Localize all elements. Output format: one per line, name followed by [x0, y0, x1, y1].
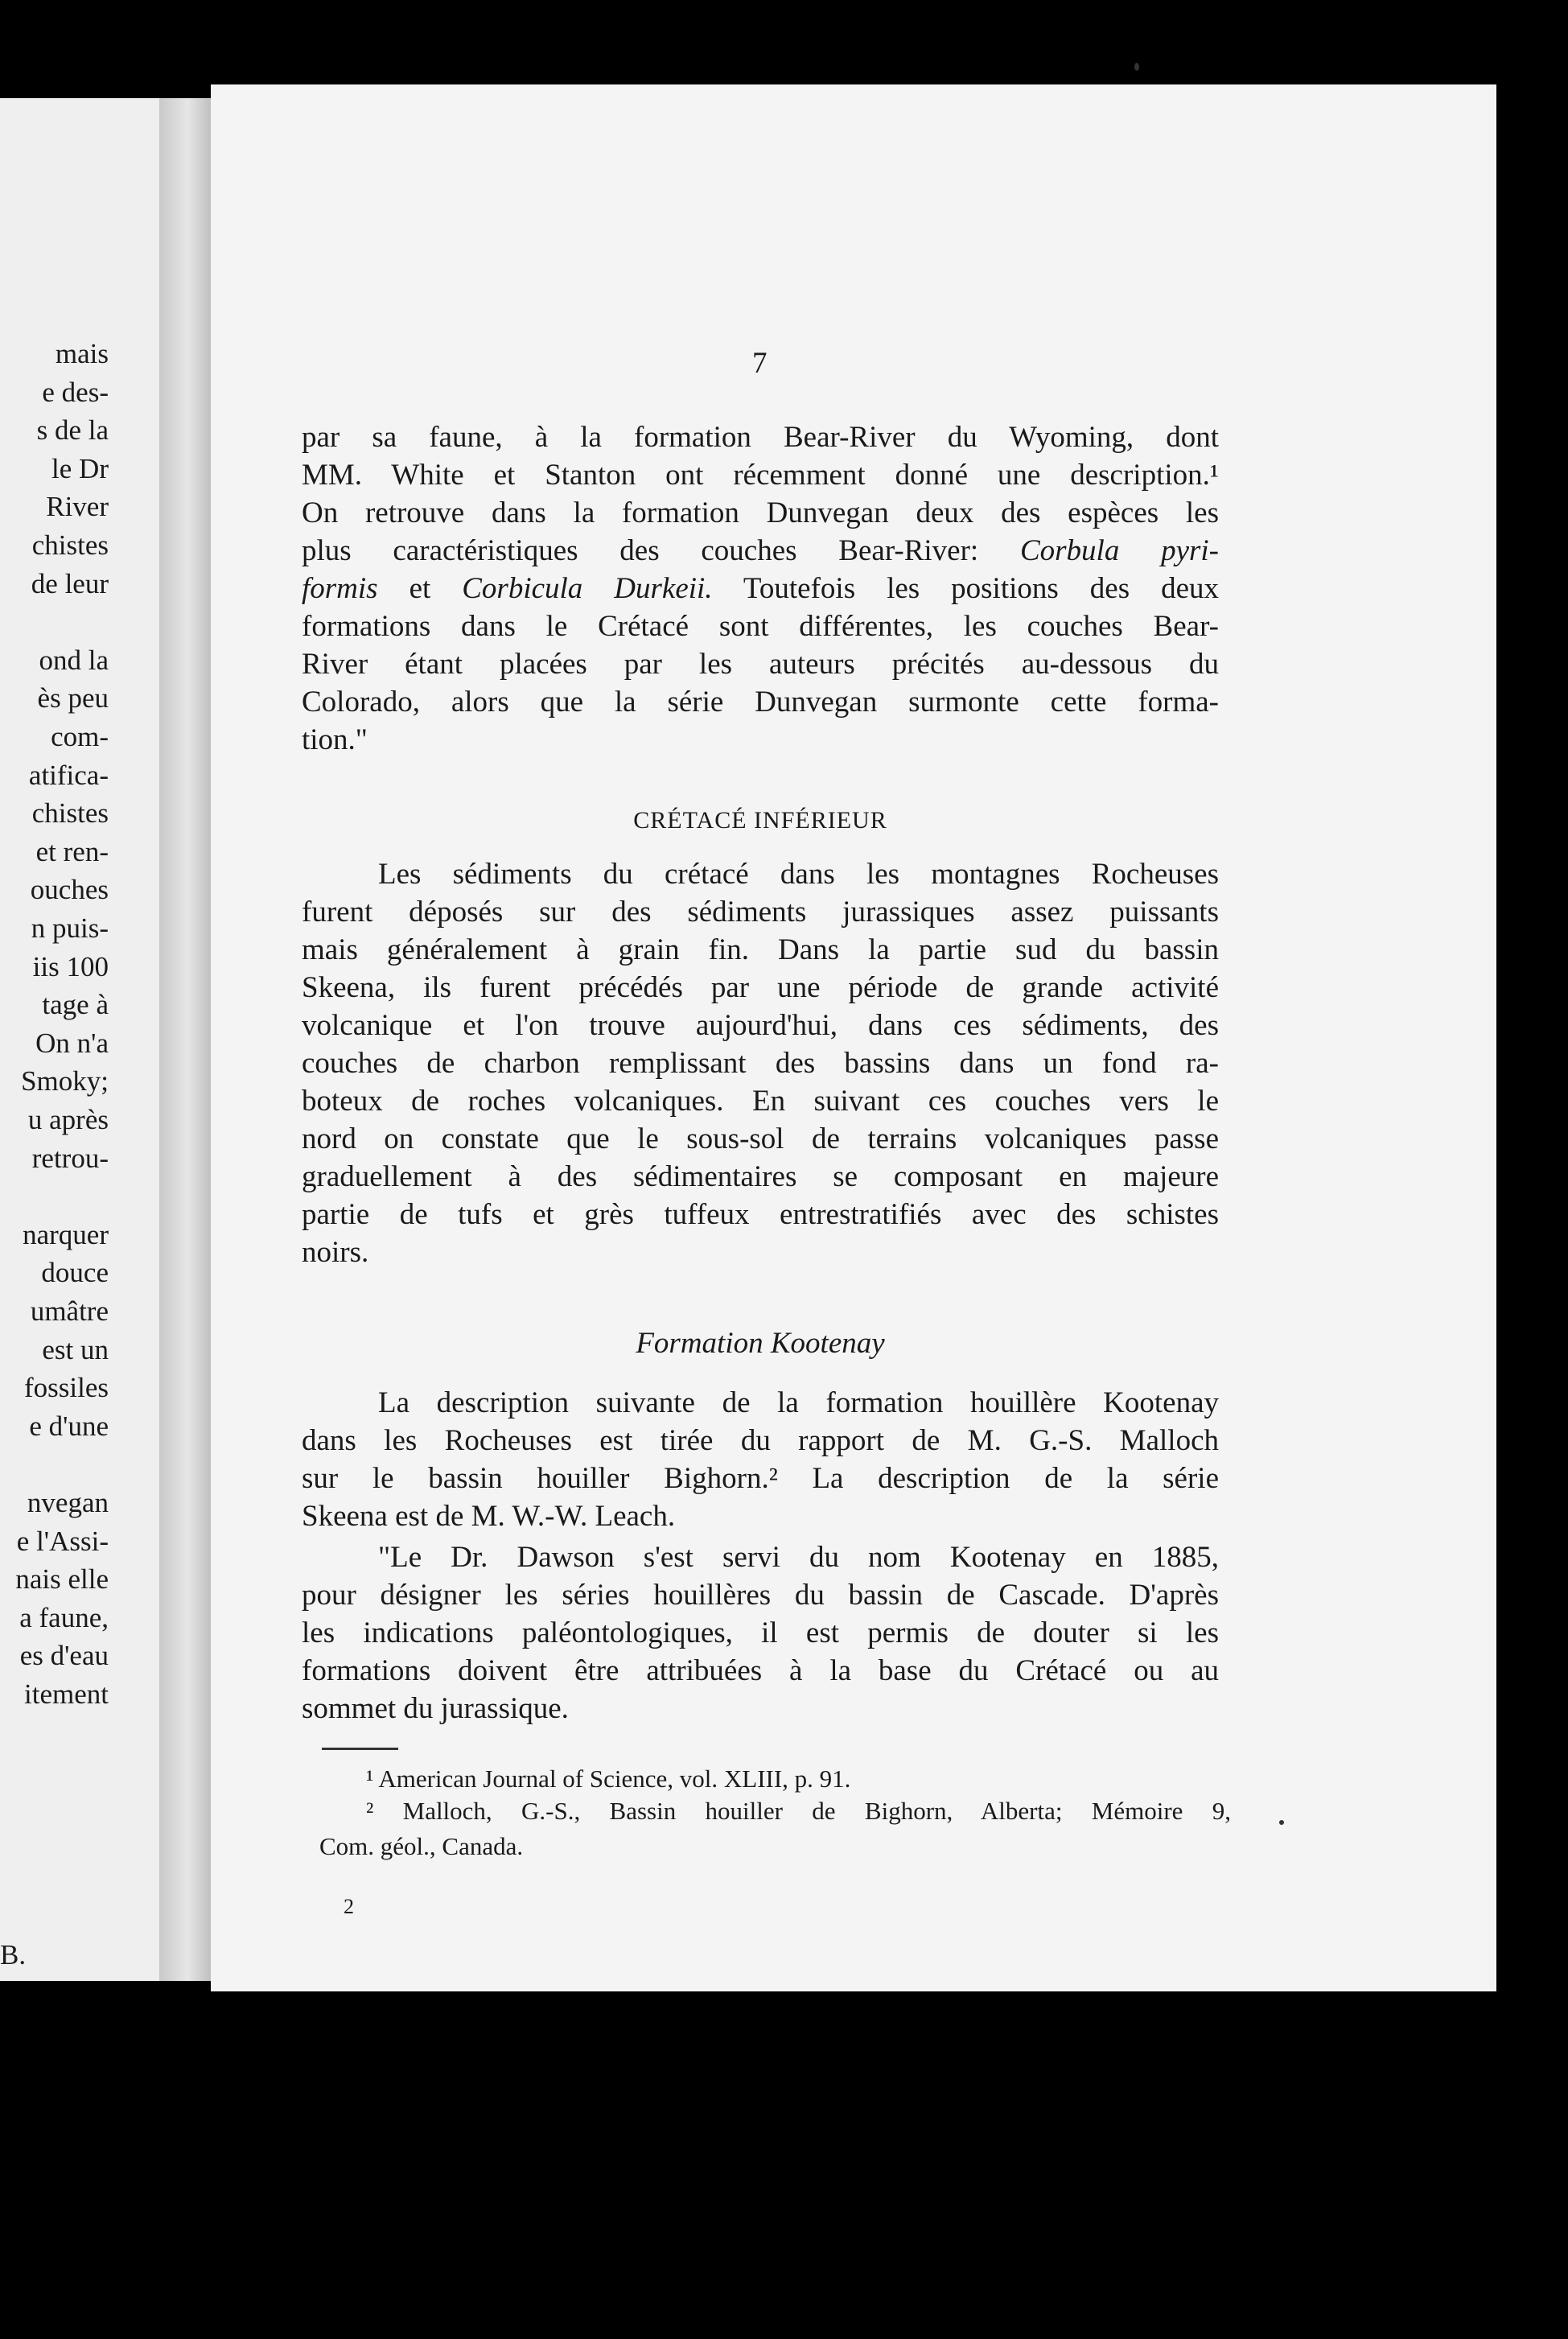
text-line: sommet du jurassique.: [302, 1692, 569, 1725]
text-line: sur le bassin houiller Bighorn.² La description de la série: [302, 1462, 1219, 1495]
text-line: tion.": [302, 723, 368, 756]
text-line: nord on constate que le sous-sol de terrains volcaniques passe: [302, 1122, 1219, 1155]
text-line: couches de charbon remplissant des bassins dans un fond ra-: [302, 1047, 1219, 1080]
section-heading: CRÉTACÉ INFÉRIEUR: [633, 807, 887, 834]
facing-page-line: e l'Assi-: [16, 1525, 109, 1557]
text-line: River étant placées par les auteurs précités au-dessous du: [302, 648, 1219, 681]
text-line: partie de tufs et grès tuffeux entrestratifiés avec des schistes: [302, 1198, 1219, 1231]
facing-page-line: de leur: [31, 567, 109, 599]
text-line: formis et Corbicula Durkeii. Toutefois les positions des deux: [302, 572, 1219, 605]
facing-page-line: mais: [55, 338, 109, 369]
facing-page-line: le Dr: [51, 452, 109, 484]
facing-page-line: u après: [27, 1104, 109, 1135]
text-line: boteux de roches volcaniques. En suivant ces couches vers le: [302, 1085, 1219, 1118]
footnote-rule: [322, 1748, 398, 1750]
facing-page-line: iis 100: [32, 950, 109, 982]
text-line: furent déposés sur des sédiments jurassiques assez puissants: [302, 896, 1219, 929]
facing-page-line: umâtre: [30, 1295, 109, 1327]
text-line: graduellement à des sédimentaires se composant en majeure: [302, 1160, 1219, 1193]
facing-page-line: a faune,: [19, 1601, 109, 1633]
text-line: formations dans le Crétacé sont différentes, les couches Bear-: [302, 610, 1219, 643]
facing-page-line: nvegan: [27, 1487, 109, 1518]
facing-page-line: ouches: [30, 874, 109, 906]
footnote: ¹ American Journal of Science, vol. XLIII, p. 91.: [366, 1765, 851, 1793]
text-line: Colorado, alors que la série Dunvegan surmonte cette forma-: [302, 686, 1219, 719]
text-line: dans les Rocheuses est tirée du rapport de M. G.-S. Malloch: [302, 1424, 1219, 1457]
text-line: Skeena est de M. W.-W. Leach.: [302, 1500, 676, 1533]
text-line: noirs.: [302, 1236, 369, 1269]
text-line: Les sédiments du crétacé dans les montagnes Rocheuses: [378, 858, 1219, 891]
text-line: volcanique et l'on trouve aujourd'hui, dans ces sédiments, des: [302, 1009, 1219, 1042]
facing-page-line: fossiles: [24, 1372, 109, 1404]
facing-page-line: s de la: [36, 414, 109, 447]
facing-page-line: atifica-: [28, 759, 109, 791]
text-line: On retrouve dans la formation Dunvegan deux des espèces les: [302, 496, 1219, 529]
facing-page-line: est un: [42, 1333, 109, 1365]
facing-page-line: nais elle: [15, 1563, 109, 1596]
facing-page-line: e d'une: [29, 1410, 109, 1442]
facing-page-footer: B.: [0, 1939, 27, 1970]
facing-page-line: et ren-: [35, 835, 109, 867]
facing-page-line: itement: [24, 1678, 109, 1710]
text-line: mais généralement à grain fin. Dans la partie sud du bassin: [302, 933, 1219, 966]
facing-page-line: ès peu: [37, 682, 109, 714]
facing-page-line: n puis-: [31, 912, 109, 944]
text-line: formations doivent être attribuées à la base du Crétacé ou au: [302, 1654, 1219, 1687]
facing-page-line: ond la: [39, 644, 109, 676]
facing-page-line: chistes: [31, 797, 109, 830]
facing-page-line: chistes: [31, 529, 109, 561]
facing-page-line: e des-: [42, 376, 109, 408]
page-number: 7: [752, 347, 768, 380]
text-line: La description suivante de la formation houillère Kootenay: [378, 1386, 1219, 1419]
facing-page-line: narquer: [23, 1218, 109, 1250]
text-line: les indications paléontologiques, il est permis de douter si les: [302, 1616, 1219, 1649]
print-speck: [1279, 1820, 1284, 1825]
text-line: pour désigner les séries houillères du bassin de Cascade. D'après: [302, 1579, 1219, 1612]
footnote: ² Malloch, G.-S., Bassin houiller de Bighorn, Alberta; Mémoire 9,: [366, 1797, 1231, 1825]
text-line: MM. White et Stanton ont récemment donné une description.¹: [302, 459, 1219, 492]
text-line: par sa faune, à la formation Bear-River du Wyoming, dont: [302, 421, 1219, 454]
footnote-continuation: Com. géol., Canada.: [319, 1832, 524, 1860]
facing-page-line: Smoky;: [21, 1065, 109, 1097]
text-line: "Le Dr. Dawson s'est servi du nom Kootenay en 1885,: [378, 1541, 1219, 1574]
facing-page-line: es d'eau: [19, 1640, 109, 1672]
facing-page-line: com-: [51, 721, 109, 752]
section-subheading: Formation Kootenay: [636, 1327, 885, 1360]
facing-page-line: tage à: [42, 989, 109, 1021]
print-speck: [1134, 63, 1139, 71]
text-line: plus caractéristiques des couches Bear-River: Corbula pyri-: [302, 534, 1220, 567]
facing-page-line: River: [46, 491, 109, 523]
text-line: Skeena, ils furent précédés par une période de grande activité: [302, 971, 1219, 1004]
facing-page-line: douce: [41, 1257, 109, 1289]
facing-page-line: On n'a: [35, 1027, 109, 1059]
signature-mark: 2: [344, 1895, 354, 1918]
facing-page-line: retrou-: [31, 1142, 109, 1174]
